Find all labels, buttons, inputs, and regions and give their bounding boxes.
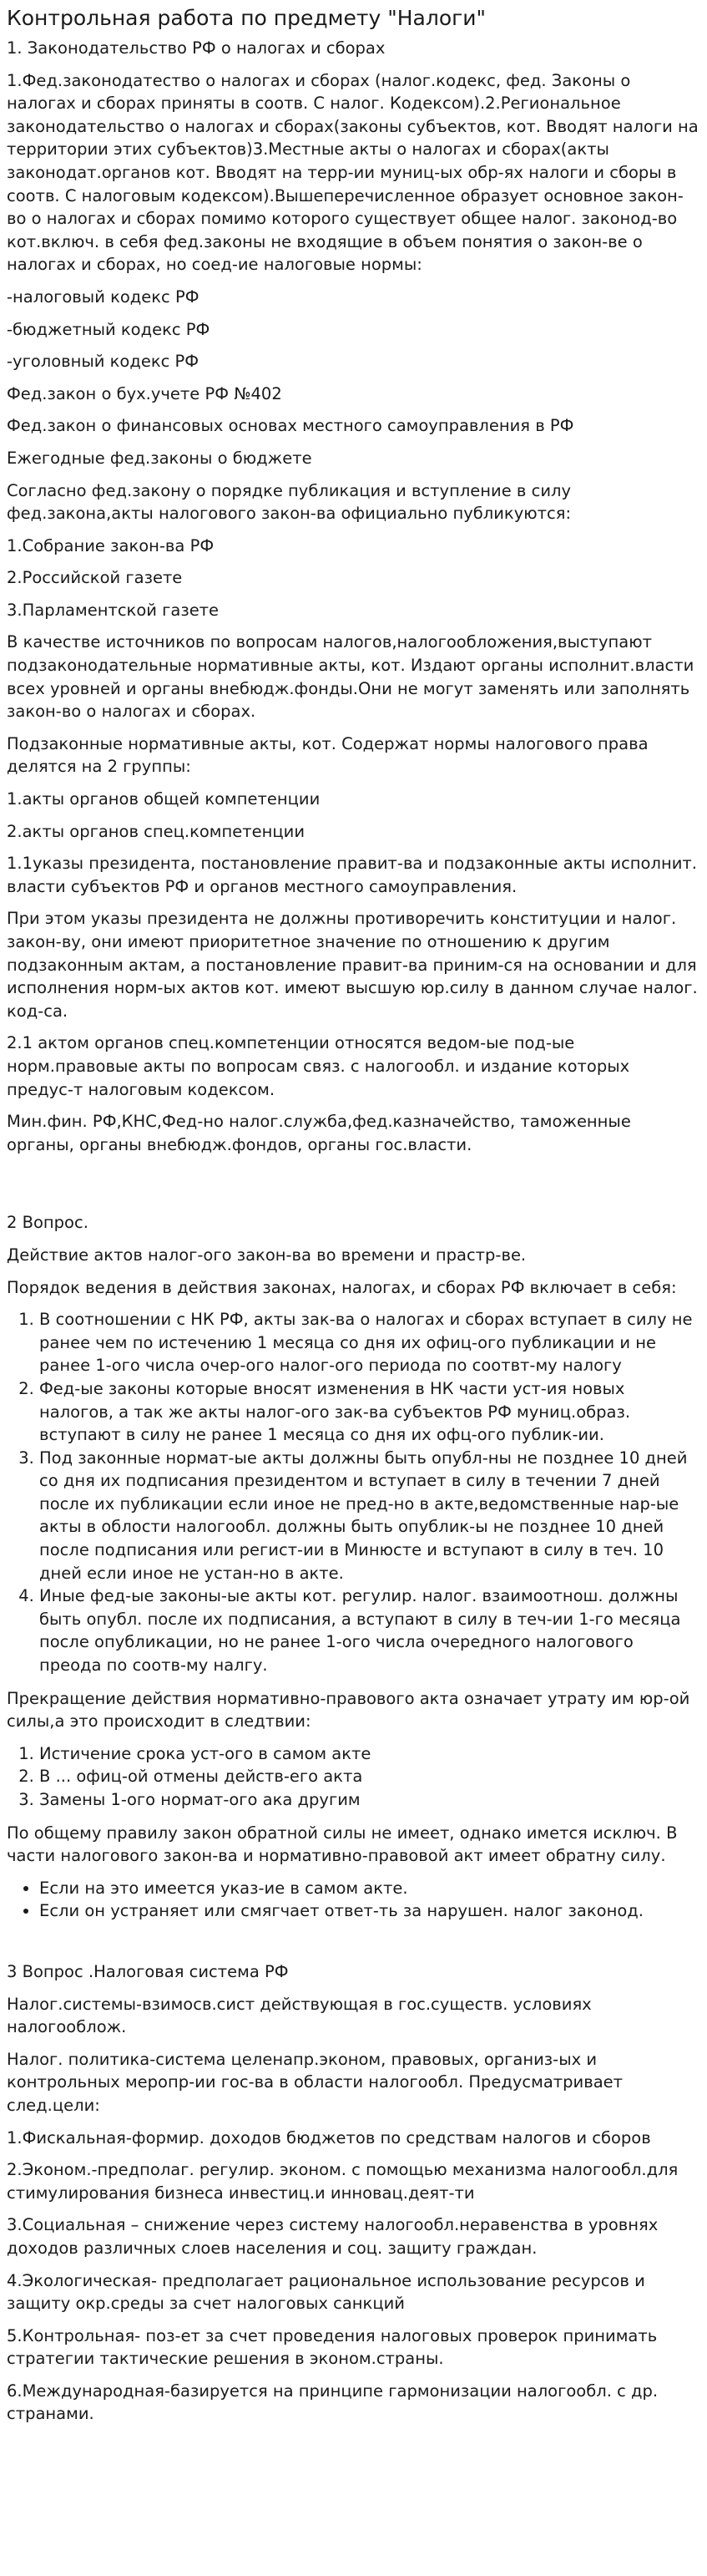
paragraph: Прекращение действия нормативно-правового акта означает утрату им юр-ой силы,а это происходит в следтвии: [7,1688,690,1732]
section-3 [7,1960,700,2426]
numbered-list [7,1742,700,1812]
section-1 [7,37,700,1156]
list-item: 2. Фед-ые законы которые вносят изменения в НК части уст-ия новых налогов, а так же акты налог-ого зак-ва субъектов РФ муниц.образ. вступают в силу не ранее 1 месяца со дня их офц-ого публик-ии. [39,1377,700,1447]
paragraph: 1.1указы президента, постановление правит-ва и подзаконные акты исполнит. власти субъектов РФ и органов местного самоуправления. [7,854,697,896]
publish-item: 1.Собрание закон-ва РФ [7,535,215,555]
spacer [7,1165,700,1211]
list-item: 2. В ... офиц-ой отмены действ-его акта [39,1765,700,1788]
law-item: Ежегодные фед.законы о бюджете [7,448,312,468]
document-title: Контрольная работа по предмету "Налоги" [7,6,486,30]
list-item: • Если на это имеется указ-ие в самом акте. [39,1877,700,1900]
paragraph: Порядок ведения в действия законах, налогах, и сборах РФ включает в себя: [7,1277,677,1297]
paragraph: При этом указы президента не должны противоречить конституции и налог. закон-ву, они имеют приоритетное значение по отношению к другим подзаконным актам, а постановление правит-ва приним-ся на основании и для исполнения норм-ых актов кот. имеют высшую юр.силу в данном случае налог. код-са. [7,909,698,1021]
goal-item: 2.Эконом.-предполаг. регулир. эконом. с помощью механизма налогообл.для стимулирования бизнеса инвестиц.и инновац.деят-ти [7,2160,679,2203]
section-1-heading: 1. Законодательство РФ о налогах и сборах [7,38,386,58]
goal-item: 6.Международная-базируется на принципе гармонизации налогообл. с др. странами. [7,2381,659,2424]
code-item: -уголовный кодекс РФ [7,352,199,372]
code-item: -бюджетный кодекс РФ [7,319,210,339]
paragraph: Согласно фед.закону о порядке публикация и вступление в силу фед.закона,акты налогового закон-ва официально публикуются: [7,480,572,524]
group-item: 2.акты органов спец.компетенции [7,821,305,841]
paragraph: По общему правилу закон обратной силы не имеет, однако имется исключ. В части налогового закон-ва и нормативно-правовой акт имеет обратну силу. [7,1823,678,1866]
goal-item: 3.Социальная – снижение через систему налогообл.неравенства в уровнях доходов различных слоев населения и соц. защиту граждан. [7,2215,659,2258]
list-item: 1. В соотношении с НК РФ, акты зак-ва о налогах и сборах вступает в силу не ранее чем по истечению 1 месяца со дня их офиц-ого публикации и не ранее 1-ого числа очер-ого налог-ого периода по соотвт-му налогу [39,1308,700,1377]
bullet-list [7,1877,700,1923]
paragraph: 1.Фед.законодатество о налогах и сборах (налог.кодекс, фед. Законы о налогах и сборах приняты в соотв. С налог. Кодексом).2.Региональное законодательство о налогах и сборах(законы субъектов, кот. Вводят налоги на территории этих субъектов)3.Местные акты о налогах и сборах(акты законодат.органов кот. Вводят на терр-ии муниц-ых обр-ях налоги и сборы в соотв. С налоговым кодексом).Вышеперечисленное образует основное закон-во о налогах и сборах помимо которого существует общее налог. законод-во кот.включ. в себя фед.законы не входящие в объем понятия о закон-ве о налогах и сборах, но соед-ие налоговые нормы: [7,70,699,275]
paragraph: Налог. политика-система целенапр.эконом, правовых, организ-ых и контрольных меропр-ии гос-ва в области налогообл. Предусматривает след.цели: [7,2049,624,2115]
list-item: • Если он устраняет или смягчает ответ-ть за нарушен. налог законод. [39,1899,700,1923]
list-item: 3. Замены 1-ого нормат-ого ака другим [39,1788,700,1812]
spacer [7,1933,700,1960]
list-item: 1. Истичение срока уст-ого в самом акте [39,1742,700,1766]
list-item: 4. Иные фед-ые законы-ые акты кот. регулир. налог. взаимоотнош. должны быть опубл. после их подписания, а вступают в силу в теч-ии 1-го месяца после опубликации, но не ранее 1-ого числа очередного налогового преода по соотв-му налгу. [39,1585,700,1676]
group-item: 1.акты органов общей компетенции [7,789,321,809]
section-2-heading: 2 Вопрос. [7,1213,88,1233]
code-item: -налоговый кодекс РФ [7,287,199,307]
goal-item: 4.Экологическая- предполагает рациональное использование ресурсов и защиту окр.среды за счет налоговых санкций [7,2270,645,2314]
section-3-heading: 3 Вопрос .Налоговая система РФ [7,1961,289,1981]
paragraph: Налог.системы-взимосв.сист действующая в гос.существ. условиях налогооблож. [7,1994,592,2037]
section-2 [7,1211,700,1923]
publish-item: 2.Российской газете [7,568,183,588]
paragraph: 2.1 актом органов спец.компетенции относятся ведом-ые под-ые норм.правовые акты по вопросам связ. с налогообл. и издание которых предус-т налоговым кодексом. [7,1033,630,1099]
paragraph: Действие актов налог-ого закон-ва во времени и прастр-ве. [7,1245,527,1265]
paragraph: В качестве источников по вопросам налогов,налогообложения,выступают подзаконодательные нормативные акты, кот. Издают органы исполнит.власти всех уровней и органы внебюдж.фонды.Они не могут заменять или заполнять закон-во о налогах и сборах. [7,632,694,722]
numbered-list [7,1308,700,1677]
law-item: Фед.закон о бух.учете РФ №402 [7,383,282,403]
paragraph: Подзаконные нормативные акты, кот. Содержат нормы налогового права делятся на 2 группы: [7,733,649,777]
goal-item: 5.Контрольная- поз-ет за счет проведения налоговых проверок принимать стратегии тактические решения в эконом.страны. [7,2325,658,2369]
law-item: Фед.закон о финансовых основах местного самоуправления в РФ [7,416,574,436]
paragraph: Мин.фин. РФ,КНС,Фед-но налог.служба,фед.казначейство, таможенные органы, органы внебюдж.фондов, органы гос.власти. [7,1112,631,1154]
publish-item: 3.Парламентской газете [7,600,220,620]
list-item: 3. Под законные нормат-ые акты должны быть опубл-ны не позднее 10 дней со дня их подписания президентом и вступает в силу в течении 7 дней после их публикации если иное не пред-но в акте,ведомственные нар-ые акты в облости налогообл. должны быть опублик-ы не позднее 10 дней после подписания или регист-ии в Минюсте и вступают в силу в теч. 10 дней если иное не устан-но в акте. [39,1447,700,1585]
goal-item: 1.Фискальная-формир. доходов бюджетов по средствам налогов и сборов [7,2127,651,2148]
